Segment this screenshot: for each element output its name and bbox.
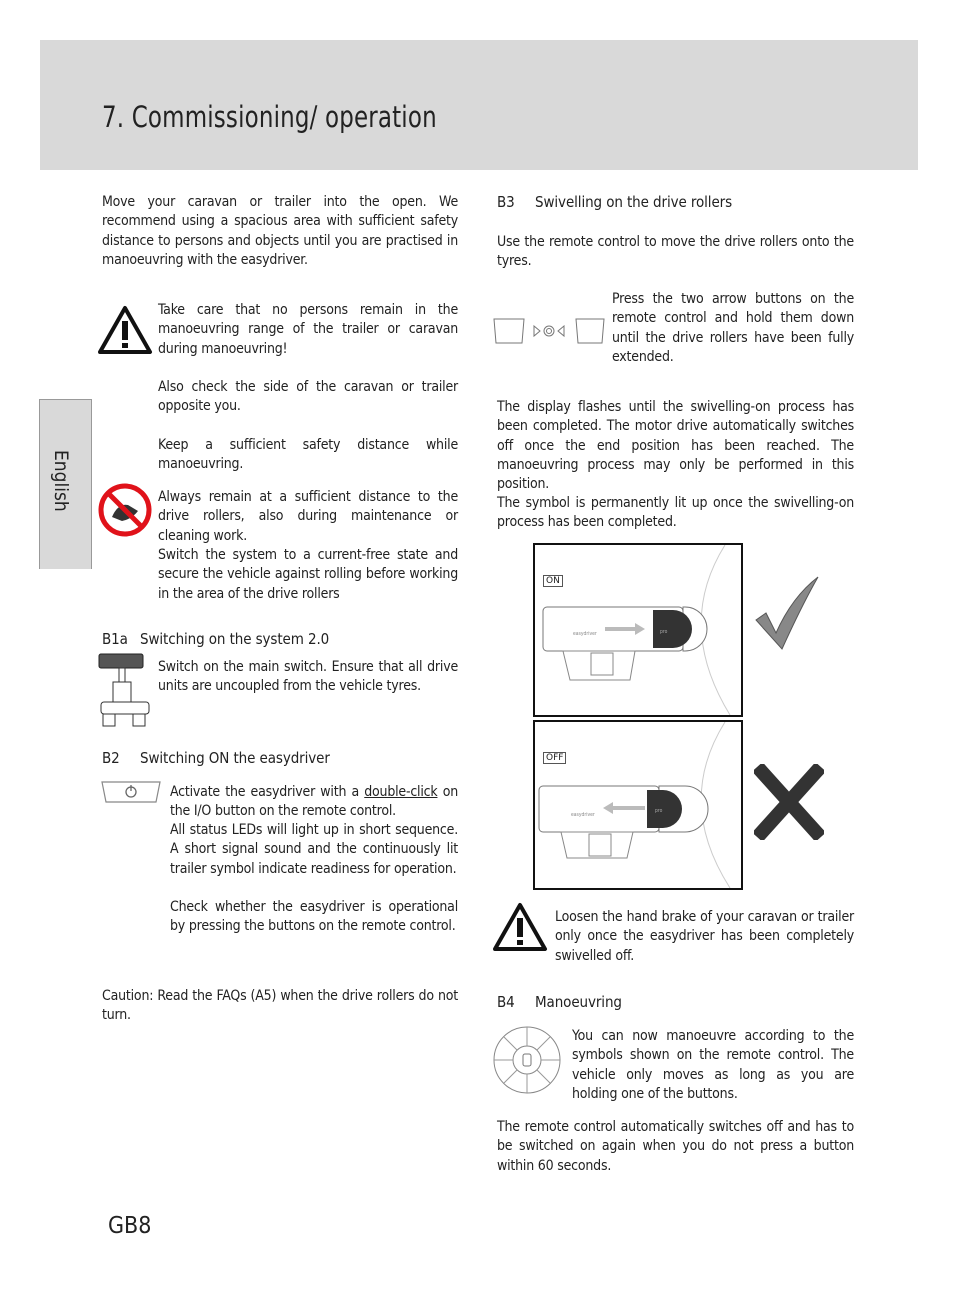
arrow-buttons-icon [492,316,608,346]
section-b1a-heading [102,630,329,649]
checkmark-icon [752,575,822,655]
section-title: Switching on the system 2.0 [140,630,330,648]
b3-symbol-text: The symbol is permanently lit up once the swivelling-on process has been completed. [497,495,854,531]
section-title: Switching ON the easydriver [140,749,330,767]
section-number: B3 [497,193,515,211]
keep-distance-text: Keep a sufficient safety distance while manoeuvring. [158,437,458,473]
section-b4-heading [497,993,622,1012]
b2-text-pre: Activate the easydriver with a [170,784,365,800]
off-label: OFF [543,752,566,764]
check-side-text: Also check the side of the caravan or trailer opposite you. [158,379,458,415]
b2-text [170,783,458,822]
section-title: Swivelling on the drive rollers [535,193,733,211]
roller-label: pro [655,808,663,814]
b2-text-post: on the I/O button on the remote control. [170,784,458,820]
b3-display-text: The display flashes until the swivelling-on process has been completed. The motor drive automatically switches off once the end position has been reached. The manoeuvring process may only be performed in this position. [497,399,854,493]
brand-text: easydriver [573,631,597,637]
power-button-icon [98,779,164,805]
handbrake-warning-text: Loosen the hand brake of your caravan or trailer only once the easydriver has been completely swivelled off. [555,909,854,964]
caution-text [102,987,458,1026]
b2-check-text: Check whether the easydriver is operational by pressing the buttons on the remote control. [170,899,458,935]
page-number: GB8 [108,1213,152,1239]
section-number: B4 [497,993,515,1011]
b3-press-text: Press the two arrow buttons on the remote control and hold them down until the drive rollers have been fully extended. [612,291,854,365]
b4-auto-off-text: The remote control automatically switches off and has to be switched on again when you do not press a button within 60 seconds. [497,1119,854,1174]
warning-persons-text: Take care that no persons remain in the manoeuvring range of the trailer or caravan during manoeuvring! [158,302,458,357]
intro-text: Move your caravan or trailer into the open. We recommend using a spacious area with sufficient safety distance to persons and objects until you are practised in manoeuvring with the easydriver. [102,194,458,268]
b4-text: You can now manoeuvre according to the symbols shown on the remote control. The vehicle only moves as long as you are holding one of the buttons. [572,1028,854,1102]
b2-status-text: All status LEDs will light up in short sequence. A short signal sound and the continuously lit trailer symbol indicate readiness for operation. [170,822,458,877]
page-title: 7. Commissioning/ operation [102,100,437,134]
b3-intro-text: Use the remote control to move the drive rollers onto the tyres. [497,234,854,270]
section-number: B2 [102,749,120,767]
section-b2-heading [102,749,330,768]
remote-control-icon [491,1020,563,1100]
no-hands-prohibition-icon [98,483,152,537]
current-free-text: Switch the system to a current-free state and secure the vehicle against rolling before working in the area of the drive rollers [158,547,458,602]
warning-triangle-icon [492,902,548,952]
warning-triangle-icon [97,305,153,355]
language-tab [39,399,92,569]
b1a-text: Switch on the main switch. Ensure that all drive units are uncoupled from the vehicle tyres. [158,659,458,695]
double-click-emphasis: double-click [364,784,438,800]
brand-text: easydriver [571,812,595,818]
main-switch-icon [97,652,153,732]
roller-label: pro [660,629,668,635]
section-number: B1a [102,630,128,648]
caution-label: Caution [102,988,150,1004]
section-title: Manoeuvring [535,993,622,1011]
drive-roller-off-figure [533,720,743,890]
on-label: ON [543,575,563,587]
section-b3-heading [497,193,732,212]
language-tab-label: English [50,450,72,512]
drive-roller-on-figure [533,543,743,717]
caution-body: : Read the FAQs (A5) when the drive rollers do not turn. [102,988,458,1024]
always-remain-text: Always remain at a sufficient distance to the drive rollers, also during maintenance or cleaning work. [158,489,458,544]
cross-icon [754,764,824,840]
